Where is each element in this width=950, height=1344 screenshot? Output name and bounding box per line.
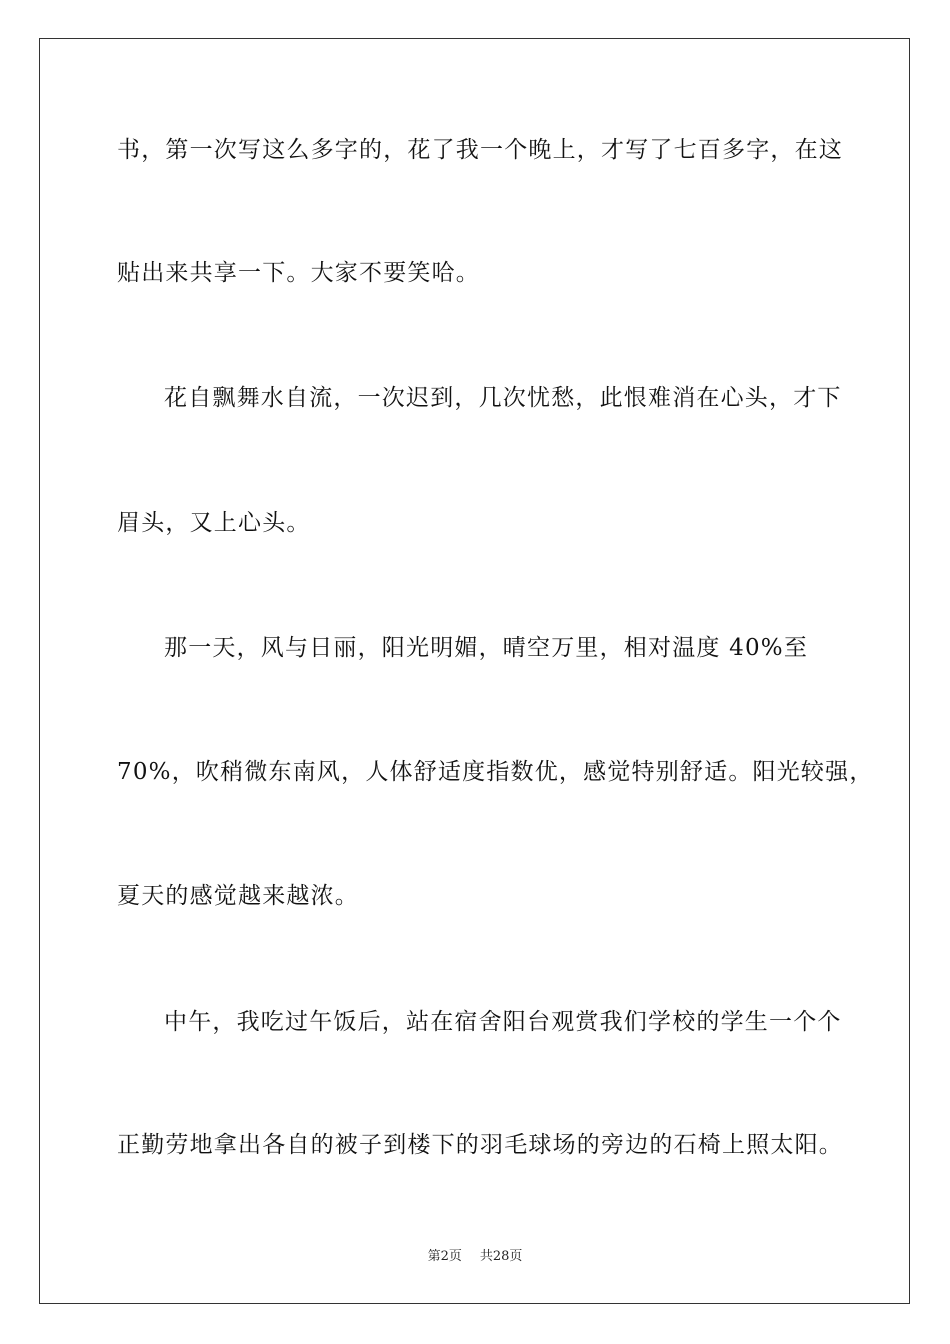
body-text-line: 70%，吹稍微东南风，人体舒适度指数优，感觉特别舒适。阳光较强，: [117, 759, 874, 785]
body-text-line: 正勤劳地拿出各自的被子到楼下的羽毛球场的旁边的石椅上照太阳。: [117, 1132, 843, 1158]
total-pages: 共28页: [479, 1249, 523, 1264]
page-number: 第2页: [427, 1249, 462, 1264]
page-footer: [0, 1248, 950, 1266]
body-text-line: 中午，我吃过午饭后，站在宿舍阳台观赏我们学校的学生一个个: [164, 1009, 842, 1035]
body-text-line: 夏天的感觉越来越浓。: [117, 883, 359, 909]
body-text-line: 贴出来共享一下。大家不要笑哈。: [117, 260, 480, 286]
page-border: [39, 38, 910, 1304]
body-text-line: 花自飘舞水自流，一次迟到，几次忧愁，此恨难消在心头，才下: [164, 385, 842, 411]
body-text-line: 书，第一次写这么多字的，花了我一个晚上，才写了七百多字，在这: [117, 137, 843, 163]
body-text-line: 眉头，又上心头。: [117, 510, 311, 536]
body-text-line: 那一天，风与日丽，阳光明媚，晴空万里，相对温度 40%至: [164, 635, 809, 661]
